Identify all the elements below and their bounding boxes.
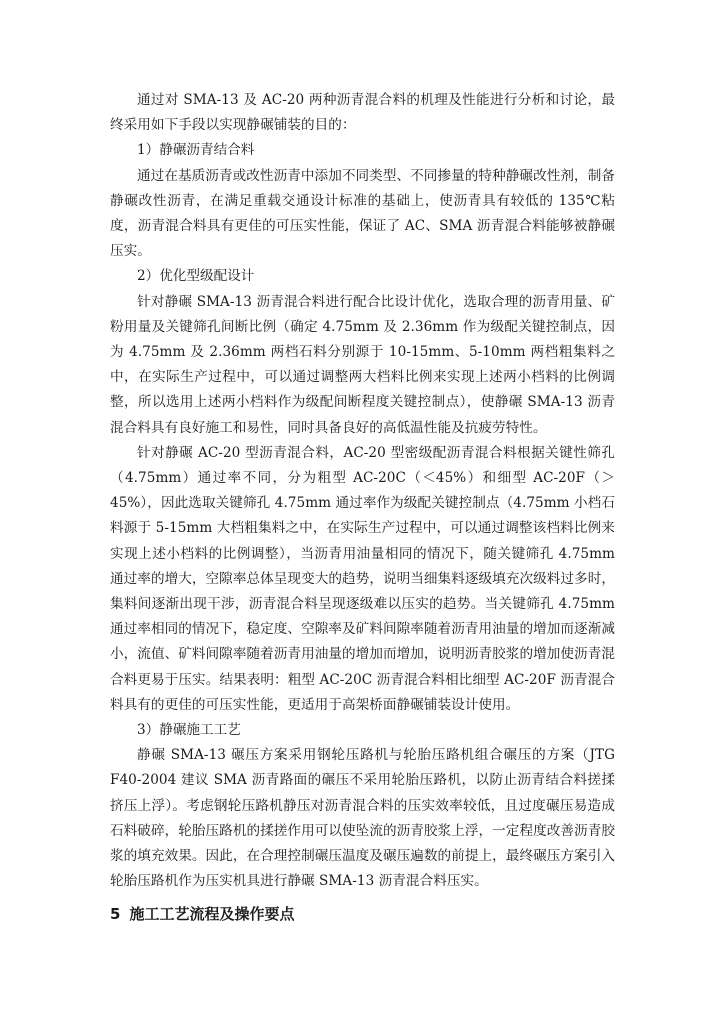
item1-paragraph: 通过在基质沥青或改性沥青中添加不同类型、不同掺量的特种静碾改性剂，制备静碾改性沥青，在满足重载交通设计标准的基础上，使沥青具有较低的 135℃粘度，沥青混合料具有更佳的可压实性能，保证了 AC、SMA 沥青混合料能够被静碾压实。 — [110, 167, 615, 260]
section-heading — [110, 901, 615, 927]
item2-paragraph-1: 针对静碾 SMA-13 沥青混合料进行配合比设计优化，选取合理的沥青用量、矿粉用量及关键筛孔间断比例（确定 4.75mm 及 2.36mm 作为级配关键控制点，因为 4.75mm 及 2.36mm 两档石料分别源于 10-15mm、5-10mm 两档粗集料之中，在实际生产过程中，可以通过调整两大档料比例来实现上述两小档料的比例调整，所以选用上述两小档料作为级配间断程度关键控制点），使静碾 SMA-13 沥青混合料具有良好施工和易性，同时具备良好的高低温性能及抗疲劳特性。 — [110, 293, 615, 436]
document-body — [110, 88, 615, 927]
item3-paragraph: 静碾 SMA-13 碾压方案采用钢轮压路机与轮胎压路机组合碾压的方案（JTG F40-2004 建议 SMA 沥青路面的碾压不采用轮胎压路机，以防止沥青结合料搓揉挤压上浮）。考虑钢轮压路机静压对沥青混合料的压实效率较低，且过度碾压易造成石料破碎，轮胎压路机的揉搓作用可以使坠流的沥青胶浆上浮，一定程度改善沥青胶浆的填充效果。因此，在合理控制碾压温度及碾压遍数的前提上，最终碾压方案引入轮胎压路机作为压实机具进行静碾 SMA-13 沥青混合料压实。 — [110, 747, 615, 890]
intro-paragraph: 通过对 SMA-13 及 AC-20 两种沥青混合料的机理及性能进行分析和讨论，最终采用如下手段以实现静碾铺装的目的： — [110, 92, 615, 134]
section-number: 5 — [110, 904, 121, 923]
section-title: 施工工艺流程及操作要点 — [129, 904, 295, 923]
item2-paragraph-2: 针对静碾 AC-20 型沥青混合料，AC-20 型密级配沥青混合料根据关键性筛孔（4.75mm）通过率不同，分为粗型 AC-20C（＜45%）和细型 AC-20F（＞45%），因此选取关键筛孔 4.75mm 通过率作为级配关键控制点（4.75mm 小档石料源于 5-15mm 大档粗集料之中，在实际生产过程中，可以通过调整该档料比例来实现上述小档料的比例调整），当沥青用油量相同的情况下，随关键筛孔 4.75mm 通过率的增大，空隙率总体呈现变大的趋势，说明当细集料逐级填充次级料过多时，集料间逐渐出现干涉，沥青混合料呈现逐级难以压实的趋势。当关键筛孔 4.75mm 通过率相同的情况下，稳定度、空隙率及矿料间隙率随着沥青用油量的增加而逐渐减小，流值、矿料间隙率随着沥青用油量的增加而增加，说明沥青胶浆的增加使沥青混合料更易于压实。结果表明：粗型 AC-20C 沥青混合料相比细型 AC-20F 沥青混合料具有的更佳的可压实性能，更适用于高架桥面静碾铺装设计使用。 — [110, 444, 615, 713]
item2-heading: 2）优化型级配设计 — [137, 268, 255, 285]
item3-heading: 3）静碾施工工艺 — [137, 722, 241, 739]
item1-heading: 1）静碾沥青结合料 — [137, 142, 255, 159]
